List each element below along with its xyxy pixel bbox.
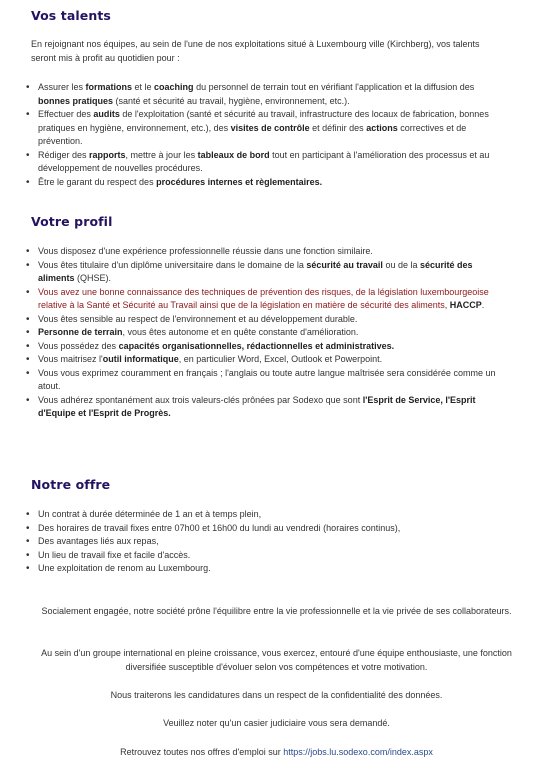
list-item	[38, 353, 508, 367]
text: Assurer les	[38, 82, 86, 92]
list-item	[38, 394, 508, 421]
text: ou de la	[382, 259, 420, 270]
closing-paragraph-jobs	[30, 746, 523, 760]
text: du personnel de terrain tout en vérifiant l'application et la diffusion des	[193, 82, 475, 92]
list-item	[38, 535, 508, 549]
section-title-talents: Vos talents	[31, 8, 111, 23]
bold-text: sécurité des aliments	[38, 259, 473, 283]
profil-list	[38, 245, 508, 421]
text: (QHSE).	[74, 273, 112, 283]
bold-text: actions	[366, 122, 398, 133]
list-item	[38, 508, 508, 522]
text: (santé et sécurité au travail, hygiène, environnement, etc.).	[113, 95, 350, 106]
list-item	[38, 81, 508, 108]
list-item	[38, 549, 508, 563]
text: Vous vous exprimez couramment en français ; l'anglais ou toute autre langue maîtrisée sera considérée comme un atout.	[38, 367, 496, 391]
list-item	[38, 522, 508, 536]
list-item	[38, 340, 508, 354]
bold-text: rapports	[89, 149, 126, 160]
closing-paragraph-balance: Socialement engagée, notre société prône l'équilibre entre la vie professionnelle et la vie privée de ses collaborateurs.	[41, 606, 512, 616]
closing-paragraph-criminal-record: Veuillez noter qu'un casier judiciaire vous sera demandé.	[163, 718, 390, 728]
text: Effectuer des	[38, 109, 94, 119]
talents-list	[38, 81, 508, 189]
list-item	[38, 259, 508, 286]
text: de l'exploitation (santé et sécurité au travail, infrastructure des locaux de fabrication, bonnes pratiques en hygiène, environnement, etc.), des	[38, 109, 489, 133]
offre-list	[38, 508, 508, 576]
bold-text: visites de contrôle	[230, 122, 310, 133]
text: , en particulier Word, Excel, Outlook et Powerpoint.	[178, 354, 383, 364]
bold-text: outil informatique	[102, 354, 179, 364]
bold-text: bonnes pratiques	[38, 95, 114, 106]
bold-text: procédures internes et règlementaires.	[156, 176, 323, 187]
text: Vous possédez des	[38, 340, 119, 351]
closing-paragraph-group: Au sein d'un groupe international en pleine croissance, vous exercez, entouré d'une équipe enthousiaste, une fonction diversifiée susceptible d'évoluer selon vos compétences et votre motivation.	[41, 648, 512, 672]
text: tout en participant à l'amélioration des processus et au développement de nouvelles procédures.	[38, 149, 490, 173]
text: Des avantages liés aux repas,	[38, 536, 159, 546]
text: et le	[132, 82, 155, 92]
text: Un contrat à durée déterminée de 1 an et à temps plein,	[38, 509, 262, 519]
closing-paragraph-privacy: Nous traiterons les candidatures dans un respect de la confidentialité des données.	[110, 690, 443, 700]
section-title-offre: Notre offre	[31, 477, 111, 492]
list-item	[38, 367, 508, 394]
bold-text: Personne de terrain	[38, 327, 123, 337]
bold-text: capacités organisationnelles, rédactionnelles et administratives.	[118, 340, 395, 351]
list-item	[38, 149, 508, 176]
bold-text: coaching	[154, 82, 194, 92]
text: Vous êtes sensible au respect de l'environnement et au développement durable.	[38, 313, 358, 324]
jobs-link[interactable]: https://jobs.lu.sodexo.com/index.aspx	[283, 747, 433, 757]
list-item	[38, 313, 508, 327]
list-item	[38, 108, 508, 149]
list-item	[38, 286, 508, 313]
text: Être le garant du respect des	[38, 176, 157, 187]
bold-text: HACCP	[449, 300, 482, 310]
text: Vous avez une bonne connaissance des techniques de prévention des risques, de la législation luxembourgeoise relative à la Santé et Sécurité au Travail ainsi que de la législation en matière de sécurité des aliments,	[38, 286, 489, 310]
text: , mettre à jour les	[125, 149, 198, 160]
text: Vous êtes titulaire d'un diplôme universitaire dans le domaine de la	[38, 259, 307, 270]
text: Une exploitation de renom au Luxembourg.	[38, 563, 211, 573]
text: Vous adhérez spontanément aux trois valeurs-clés prônées par Sodexo que sont	[38, 394, 363, 405]
bold-text: formations	[85, 82, 133, 92]
list-item	[38, 562, 508, 576]
text: correctives et de prévention.	[38, 122, 467, 146]
talents-intro: En rejoignant nos équipes, au sein de l'une de nos exploitations situé à Luxembourg ville (Kirchberg), vos talents seront mis à profit au quotidien pour :	[31, 39, 480, 63]
text: Vous maitrisez l'	[38, 354, 103, 364]
bold-text: l'Esprit de Service, l'Esprit d'Equipe et l'Esprit de Progrès.	[38, 394, 476, 418]
list-item	[38, 176, 508, 190]
jobs-text: Retrouvez toutes nos offres d'emploi sur	[120, 747, 284, 757]
text: , vous êtes autonome et en quête constante d'amélioration.	[122, 327, 359, 337]
text: Rédiger des	[38, 149, 90, 160]
text: Un lieu de travail fixe et facile d'accès.	[38, 549, 191, 560]
bold-text: tableaux de bord	[197, 149, 270, 160]
section-title-profil: Votre profil	[31, 214, 113, 229]
text: et définir des	[309, 122, 367, 133]
list-item	[38, 245, 508, 259]
list-item	[38, 326, 508, 340]
text: Des horaires de travail fixes entre 07h00 et 16h00 du lundi au vendredi (horaires continus),	[38, 522, 401, 533]
bold-text: audits	[93, 109, 120, 119]
bold-text: sécurité au travail	[306, 259, 383, 270]
text: .	[481, 300, 485, 310]
text: Vous disposez d'une expérience professionnelle réussie dans une fonction similaire.	[38, 246, 373, 256]
